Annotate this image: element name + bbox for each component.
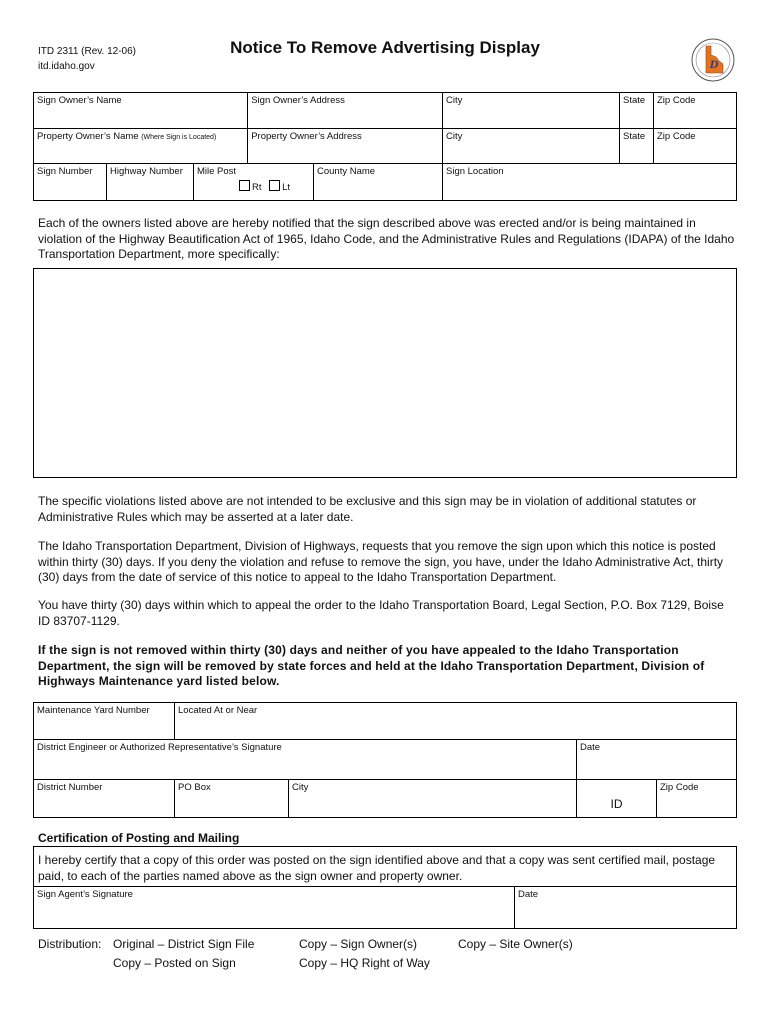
property-owner-address-field[interactable]: Property Owner’s Address — [248, 129, 443, 164]
distribution-item: Copy – Sign Owner(s) — [299, 937, 418, 951]
city-field-1[interactable]: City — [443, 93, 620, 129]
sign-owner-address-field[interactable]: Sign Owner’s Address — [248, 93, 443, 129]
distribution-item: Copy – Posted on Sign — [113, 956, 236, 970]
city-field[interactable]: City — [289, 780, 577, 818]
rt-checkbox[interactable] — [239, 180, 250, 191]
agent-date-field[interactable]: Date — [515, 887, 737, 929]
svg-text:D: D — [709, 57, 719, 71]
appeal-paragraph: You have thirty (30) days within which to appeal the order to the Idaho Transportation Board, Legal Section, P.O. Box 7129, Boise ID 83707-1129. — [38, 598, 724, 628]
district-number-field[interactable]: District Number — [34, 780, 175, 818]
removal-request-paragraph: The Idaho Transportation Department, Division of Highways, requests that you remove the sign upon which this notice is posted within thirty (30) days. If you deny the violation and refuse to remove the sign, you have, under the Idaho Administrative Act, thirty (30) days from the date of service of this notice to appeal to the Idaho Transportation Department. — [38, 539, 724, 584]
owner-info-table — [33, 92, 737, 201]
zip-field-1[interactable]: Zip Code — [654, 93, 737, 129]
state-value: ID — [577, 780, 657, 818]
idaho-state-seal-logo-icon — [690, 37, 736, 83]
notice-paragraph: Each of the owners listed above are hereby notified that the sign described above was erected and/or is being maintained in violation of the Highway Beautification Act of 1965, Idaho Code, and the Administrative Rules and Regulations (IDAPA) of the Idaho Transportation Department, more specifically: — [38, 216, 735, 261]
page-title: Notice To Remove Advertising Display — [230, 38, 540, 57]
certification-table — [33, 846, 737, 929]
state-field-1[interactable]: State — [620, 93, 654, 129]
located-at-field[interactable]: Located At or Near — [175, 703, 737, 740]
violation-details-textarea[interactable] — [33, 268, 737, 478]
distribution-label: Distribution: — [38, 937, 102, 951]
certification-heading: Certification of Posting and Mailing — [38, 831, 240, 845]
mile-post-field[interactable]: Mile Post Rt Lt — [194, 164, 314, 201]
sign-number-field[interactable]: Sign Number — [34, 164, 107, 201]
engineer-date-field[interactable]: Date — [577, 740, 737, 780]
highway-number-field[interactable]: Highway Number — [107, 164, 194, 201]
engineer-signature-field[interactable]: District Engineer or Authorized Representative’s Signature — [34, 740, 577, 780]
yard-number-field[interactable]: Maintenance Yard Number — [34, 703, 175, 740]
distribution-item: Original – District Sign File — [113, 937, 255, 951]
maintenance-yard-table — [33, 702, 737, 818]
form-number: ITD 2311 (Rev. 12-06) — [38, 46, 137, 57]
removal-warning-paragraph: If the sign is not removed within thirty (30) days and neither of you have appealed to the Idaho Transportation Department, the sign will be removed by state forces and held at the Idaho Transportation Department, Division of Highways Maintenance yard listed below. — [38, 643, 705, 688]
distribution-item: Copy – HQ Right of Way — [299, 956, 430, 970]
distribution-item: Copy – Site Owner(s) — [458, 937, 573, 951]
exclusivity-paragraph: The specific violations listed above are not intended to be exclusive and this sign may be in violation of additional statutes or Administrative Rules which may be asserted at a later date. — [38, 494, 697, 524]
county-name-field[interactable]: County Name — [314, 164, 443, 201]
po-box-field[interactable]: PO Box — [175, 780, 289, 818]
sign-location-field[interactable]: Sign Location — [443, 164, 737, 201]
website: itd.idaho.gov — [38, 61, 95, 72]
state-field-2[interactable]: State — [620, 129, 654, 164]
lt-checkbox[interactable] — [269, 180, 280, 191]
certification-text: I hereby certify that a copy of this order was posted on the sign identified above and that a copy was sent certified mail, postage paid, to each of the parties named above as the sign owner and property owner. — [34, 847, 737, 887]
agent-signature-field[interactable]: Sign Agent’s Signature — [34, 887, 515, 929]
property-owner-name-field[interactable]: Property Owner’s Name (Where Sign is Located) — [34, 129, 248, 164]
zip-field-2[interactable]: Zip Code — [654, 129, 737, 164]
sign-owner-name-field[interactable]: Sign Owner’s Name — [34, 93, 248, 129]
city-field-2[interactable]: City — [443, 129, 620, 164]
maintenance-zip-field[interactable]: Zip Code — [657, 780, 737, 818]
